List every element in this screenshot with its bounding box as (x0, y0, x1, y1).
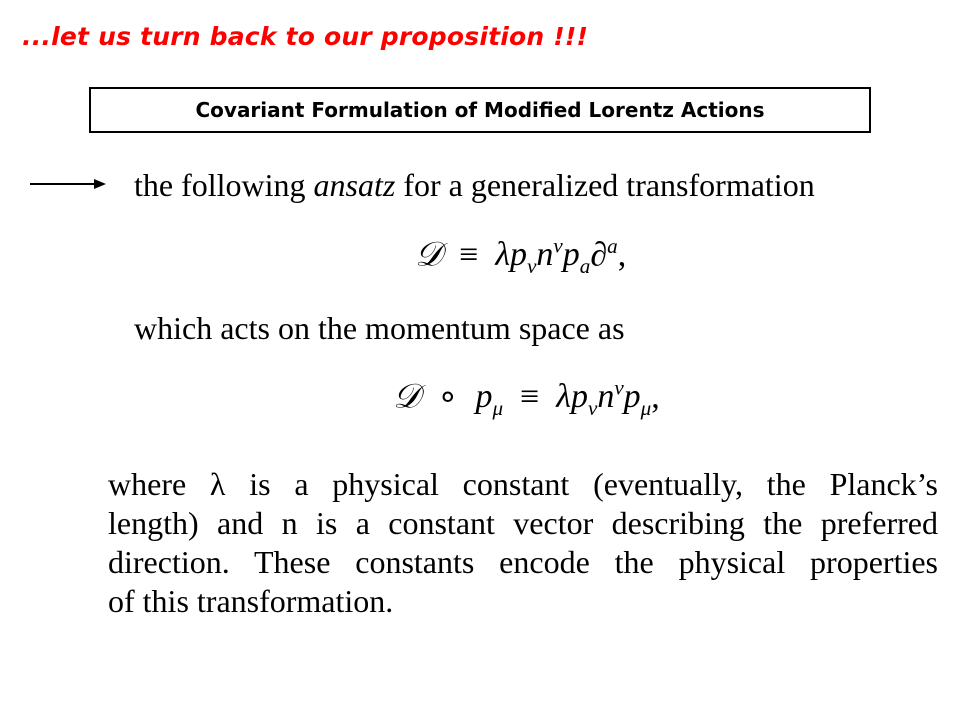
headline: ...let us turn back to our proposition !!! (22, 22, 589, 51)
paragraph-line-1: where λ is a physical constant (eventually, the Planck’s (108, 466, 938, 502)
equation-1: 𝒟 ≡ $\lambda p_\nu n^\nu p_a\partial^a$, (415, 234, 627, 279)
paragraph-line-3: direction. These constants encode the physical properties (108, 544, 938, 580)
ansatz-word: ansatz (313, 167, 396, 203)
title-text: Covariant Formulation of Modified Lorentz Actions (195, 98, 765, 122)
title-box (89, 87, 871, 133)
momentum-line: which acts on the momentum space as (134, 310, 625, 346)
ansatz-line (134, 167, 815, 204)
ansatz-prefix: the following (134, 167, 314, 203)
equation-2: 𝒟 ∘ $p_\mu \equiv \lambda p_\nu n^\nu p_\mu$, (393, 376, 660, 421)
paragraph-line-4: of this transformation. (108, 583, 394, 619)
right-arrow-icon (28, 176, 108, 192)
paragraph-line-2: length) and n is a constant vector describing the preferred (108, 505, 938, 541)
description-paragraph (108, 465, 938, 621)
ansatz-suffix: for a generalized transformation (395, 167, 815, 203)
